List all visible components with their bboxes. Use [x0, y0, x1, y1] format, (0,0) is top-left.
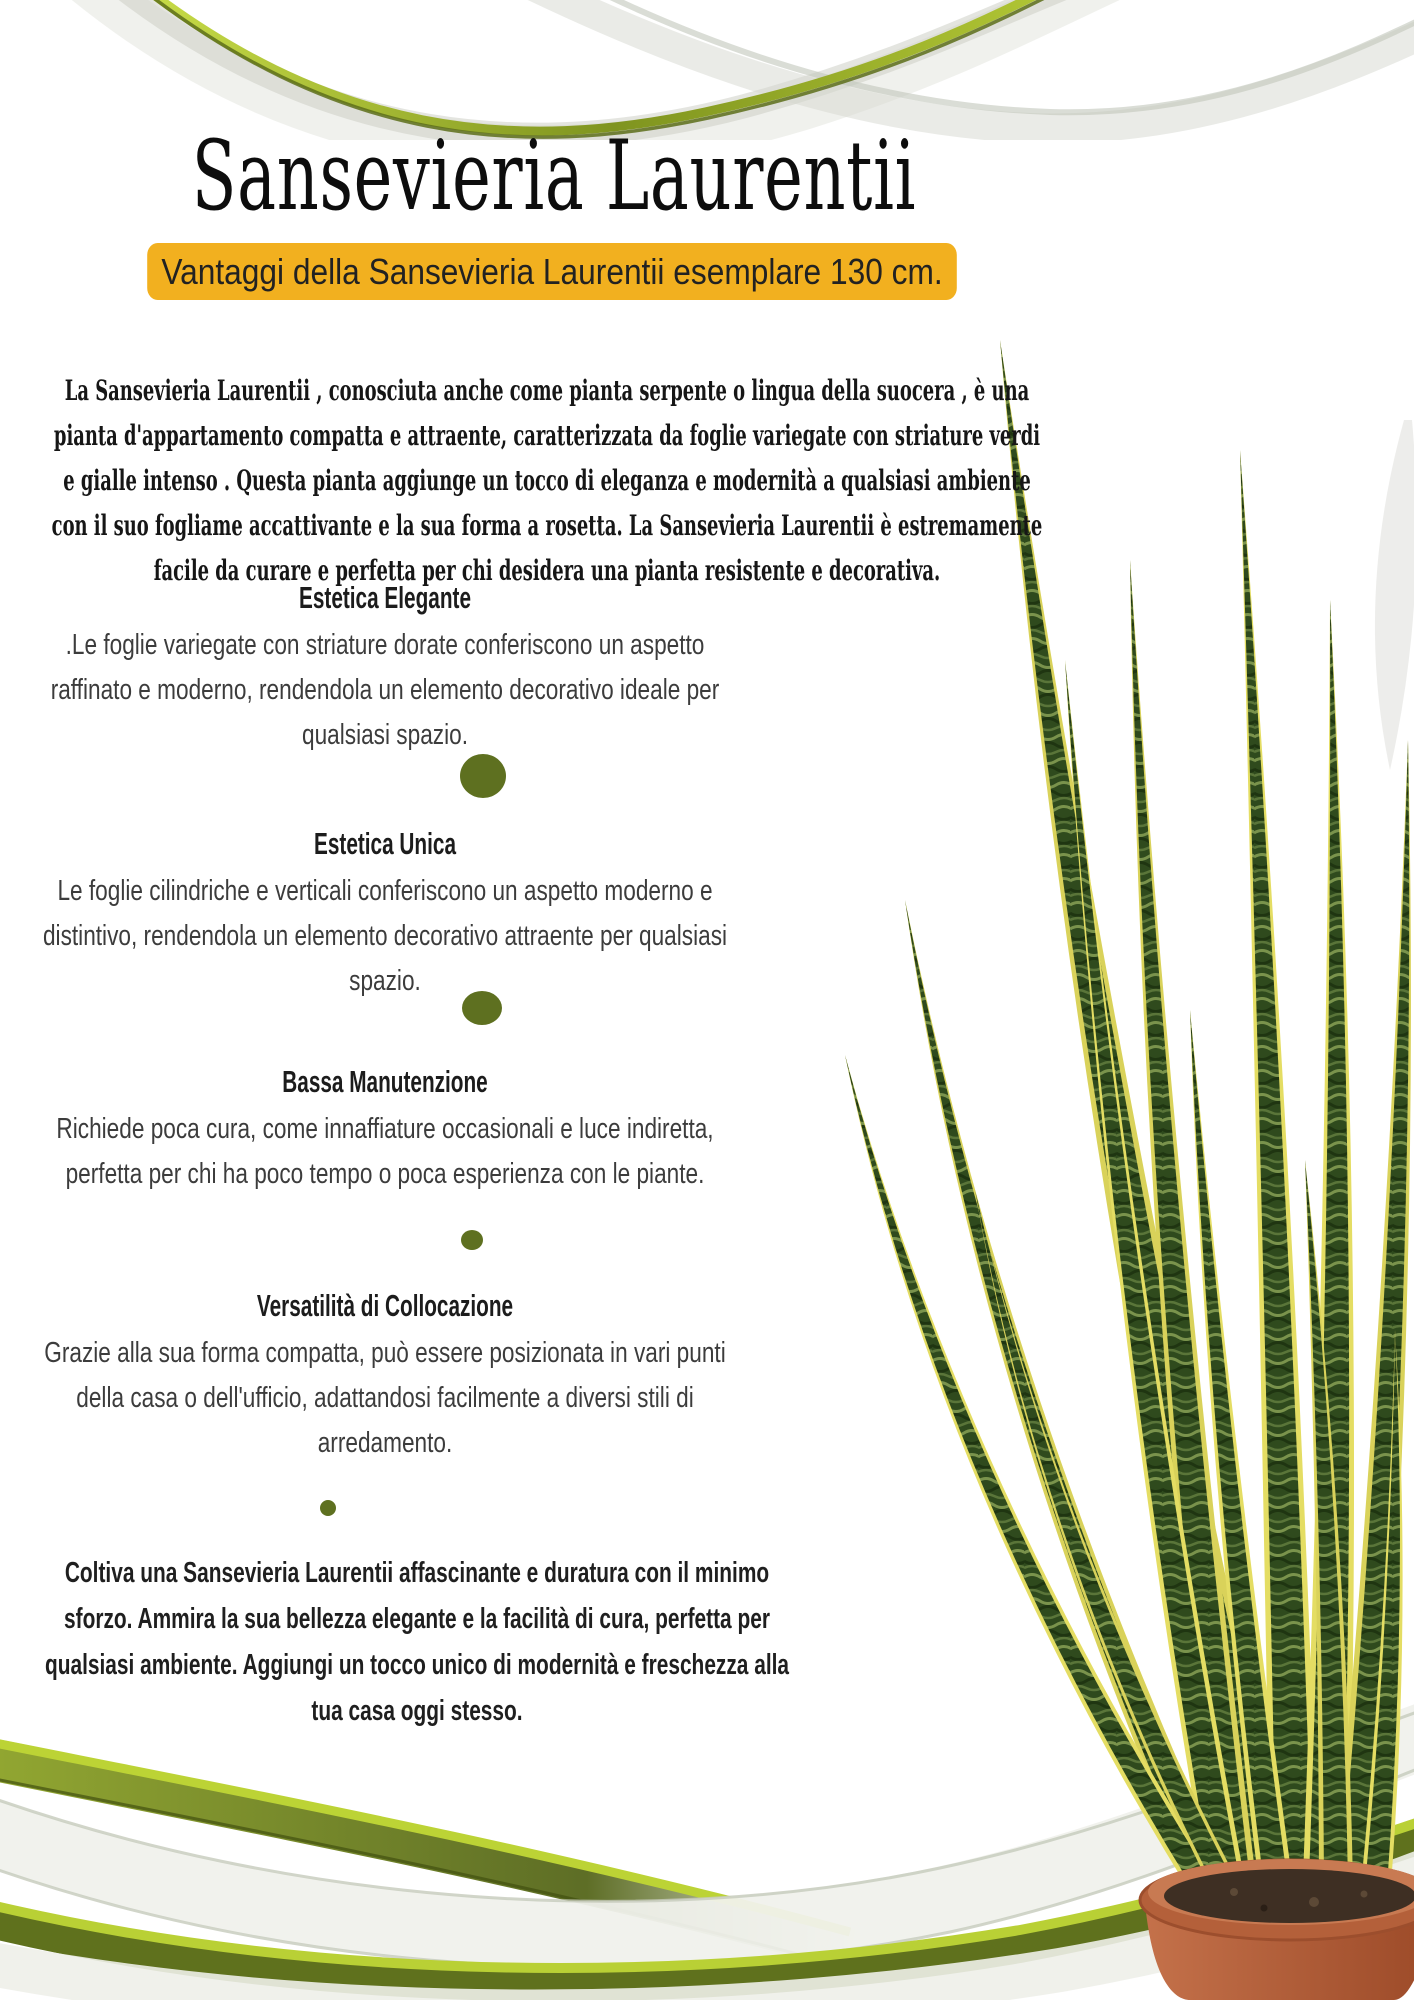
section-heading: Versatilità di Collocazione [256, 1288, 514, 1323]
section-body: Richiede poca cura, come innaffiature occasionali e luce indiretta, perfetta per chi ha poco tempo o poca esperienza con le piante. [56, 1113, 714, 1190]
outro-paragraph: Coltiva una Sansevieria Laurentii affascinante e duratura con il minimo sforzo. Ammira la sua bellezza elegante e la facilità di cura, perfetta per qualsiasi ambiente. Aggiungi un tocco unico di modernità e freschezza alla tua casa oggi stesso. [44, 1557, 790, 1727]
subtitle-highlight: Vantaggi della Sansevieria Laurentii esemplare 130 cm. [147, 243, 956, 300]
page-title: Sansevieria Laurentii [191, 120, 917, 232]
section-heading: Estetica Unica [314, 826, 456, 861]
separator-dot [320, 1500, 336, 1516]
section-body: Grazie alla sua forma compatta, può essere posizionata in vari punti della casa o dell'ufficio, adattandosi facilmente a diversi stili di arredamento. [44, 1337, 726, 1459]
section-bassa-manutenzione [0, 1062, 825, 1197]
section-heading: Estetica Elegante [298, 580, 472, 615]
section-body: Le foglie cilindriche e verticali conferiscono un aspetto moderno e distintivo, rendendola un elemento decorativo attraente per qualsiasi spazio. [42, 875, 728, 997]
subtitle [134, 240, 970, 304]
separator-dot [460, 754, 506, 798]
section-estetica-unica [0, 824, 825, 1004]
section-body: .Le foglie variegate con striature dorate conferiscono un aspetto raffinato e moderno, rendendola un elemento decorativo ideale per qualsiasi spazio. [50, 629, 720, 751]
separator-dot [462, 991, 502, 1025]
intro-paragraph: La Sansevieria Laurentii , conosciuta anche come pianta serpente o lingua della suocera , è una pianta d'appartamento compatta e attraente, caratterizzata da foglie variegate con striature verdi e gialle intenso . Questa pianta aggiunge un tocco di eleganza e modernità a qualsiasi ambiente con il suo fogliame accattivante e la sua forma a rosetta. La Sansevieria Laurentii è estremamente facile da curare e perfetta per chi desidera una pianta resistente e decorativa. [51, 374, 1043, 587]
section-versatilita-di-collocazione [0, 1286, 825, 1466]
top-wave-decoration [0, 0, 1414, 140]
separator-dot [461, 1230, 483, 1250]
section-estetica-elegante [0, 578, 825, 758]
section-heading: Bassa Manutenzione [282, 1064, 488, 1099]
